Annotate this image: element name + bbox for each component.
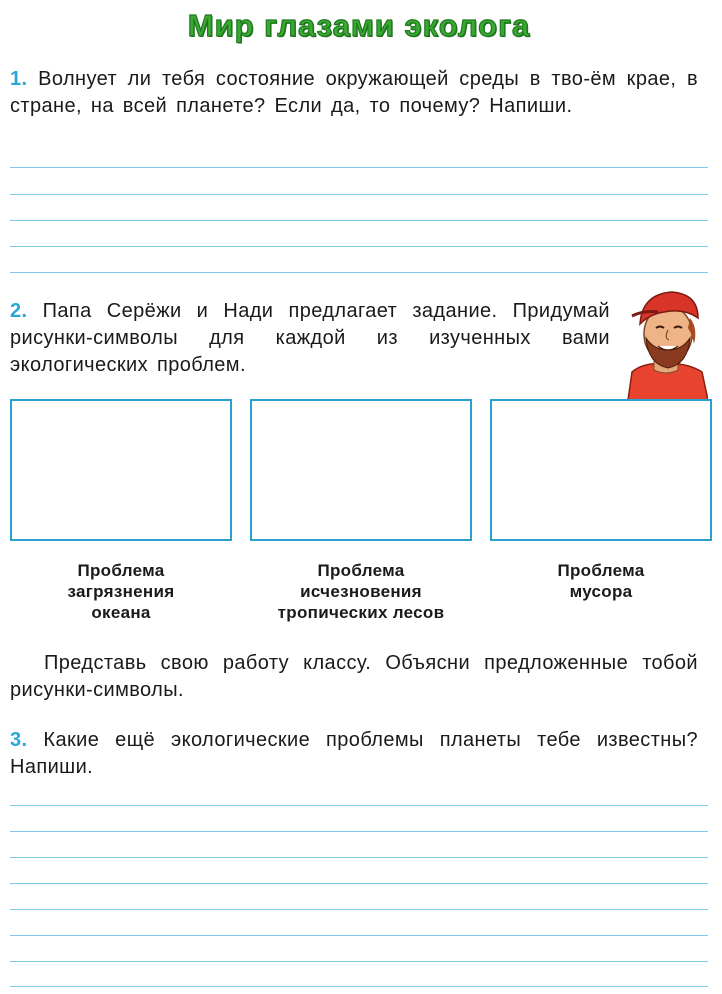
caption-line: Проблема bbox=[557, 561, 645, 580]
task-1-answer-line-3[interactable] bbox=[10, 220, 708, 221]
task-1-question bbox=[10, 66, 698, 120]
caption-line: исчезновения bbox=[300, 582, 422, 601]
drawing-box-rainforest-loss[interactable] bbox=[250, 399, 472, 541]
caption-line: океана bbox=[91, 603, 151, 622]
task-1-answer-line-5[interactable] bbox=[10, 272, 708, 273]
task-3-text: Какие ещё экологические проблемы планеты тебе известны? Напиши. bbox=[10, 729, 698, 778]
task-3-answer-line-7[interactable] bbox=[10, 961, 708, 962]
task-3-answer-line-2[interactable] bbox=[10, 831, 708, 832]
caption-line: тропических лесов bbox=[277, 603, 445, 622]
task-3-question bbox=[10, 727, 698, 781]
task-3-answer-line-5[interactable] bbox=[10, 909, 708, 910]
task-3-answer-line-8[interactable] bbox=[10, 986, 708, 987]
caption-line: Проблема bbox=[317, 561, 405, 580]
task-2-followup: Представь свою работу классу. Объясни предложенные тобой рисунки-символы. bbox=[10, 652, 698, 701]
task-1-answer-line-4[interactable] bbox=[10, 246, 708, 247]
bearded-man-portrait-icon bbox=[624, 284, 708, 400]
caption-ocean-pollution bbox=[8, 560, 234, 623]
task-3-answer-line-1[interactable] bbox=[10, 805, 708, 806]
drawing-box-garbage[interactable] bbox=[490, 399, 712, 541]
task-1-text: Волнует ли тебя состояние окружающей среды в тво-ём крае, в стране, на всей планете? Если да, то почему? Напиши. bbox=[10, 68, 699, 117]
task-3-answer-line-4[interactable] bbox=[10, 883, 708, 884]
task-1-answer-line-1[interactable] bbox=[10, 167, 708, 168]
task-3-number: 3. bbox=[10, 729, 28, 751]
drawing-box-ocean-pollution[interactable] bbox=[10, 399, 232, 541]
caption-rainforest-loss bbox=[248, 560, 474, 623]
caption-line: мусора bbox=[569, 582, 633, 601]
task-2-number: 2. bbox=[10, 300, 28, 322]
caption-line: Проблема bbox=[77, 561, 165, 580]
task-3-answer-line-3[interactable] bbox=[10, 857, 708, 858]
task-1-number: 1. bbox=[10, 68, 28, 90]
task-3-answer-line-6[interactable] bbox=[10, 935, 708, 936]
page-title: Мир глазами эколога bbox=[187, 8, 531, 43]
caption-line: загрязнения bbox=[67, 582, 175, 601]
task-2-text: Папа Серёжи и Нади предлагает задание. Придумай рисунки-символы для каждой из изученных вами экологических проблем. bbox=[10, 300, 610, 376]
task-1-answer-line-2[interactable] bbox=[10, 194, 708, 195]
caption-garbage bbox=[488, 560, 714, 602]
task-2-question bbox=[10, 298, 610, 379]
